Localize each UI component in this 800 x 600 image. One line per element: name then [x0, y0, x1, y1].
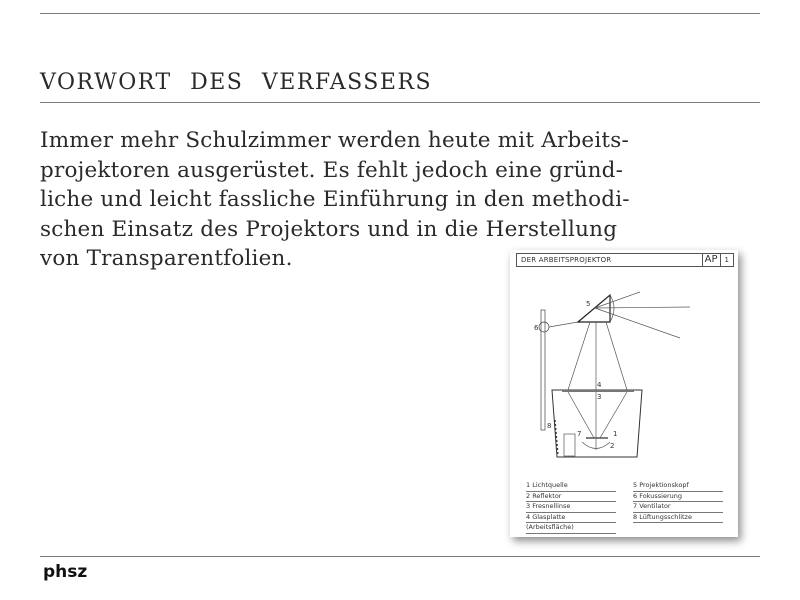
figure-title: DER ARBEITSPROJEKTOR — [521, 256, 612, 264]
svg-text:3: 3 — [597, 393, 602, 401]
legend-item: 8 Lüftungsschlitze — [633, 513, 723, 524]
footer-logo: phsz — [43, 562, 88, 582]
legend-item: 7 Ventilator — [633, 502, 723, 513]
body-line: liche und leicht fassliche Einführung in den methodi- — [40, 187, 630, 212]
svg-text:6: 6 — [534, 324, 539, 332]
legend-item: (Arbeitsfläche) — [526, 523, 616, 534]
legend-item: 1 Lichtquelle — [526, 481, 616, 492]
svg-text:7: 7 — [577, 430, 582, 438]
legend-item: 3 Fresnellinse — [526, 502, 616, 513]
body-line: schen Einsatz des Projektors und in die Herstellung — [40, 216, 618, 242]
body-line: projektoren ausgerüstet. Es fehlt jedoch eine gründ- — [40, 157, 624, 183]
svg-text:5: 5 — [586, 300, 591, 308]
svg-text:2: 2 — [610, 442, 615, 450]
figure-number: 1 — [720, 254, 733, 266]
legend-item: 6 Fokussierung — [633, 492, 723, 503]
body-line: Immer mehr Schulzimmer werden heute mit Arbeits- — [40, 128, 629, 153]
projector-figure — [510, 250, 738, 537]
svg-text:1: 1 — [613, 430, 618, 438]
figure-code: AP — [702, 254, 720, 266]
title-divider — [40, 102, 760, 103]
body-line: von Transparentfolien. — [40, 246, 293, 271]
legend-item: 4 Glasplatte — [526, 513, 616, 524]
footer-divider — [40, 556, 760, 557]
top-divider — [40, 13, 760, 14]
figure-header — [516, 253, 734, 267]
projector-diagram — [510, 270, 738, 495]
page-title: VORWORT DES VERFASSERS — [40, 70, 433, 95]
svg-text:8: 8 — [547, 422, 552, 430]
legend-left — [526, 481, 616, 534]
legend-right — [633, 481, 723, 523]
legend-item: 5 Projektionskopf — [633, 481, 723, 492]
legend-item: 2 Reflektor — [526, 492, 616, 503]
svg-text:4: 4 — [597, 381, 602, 389]
